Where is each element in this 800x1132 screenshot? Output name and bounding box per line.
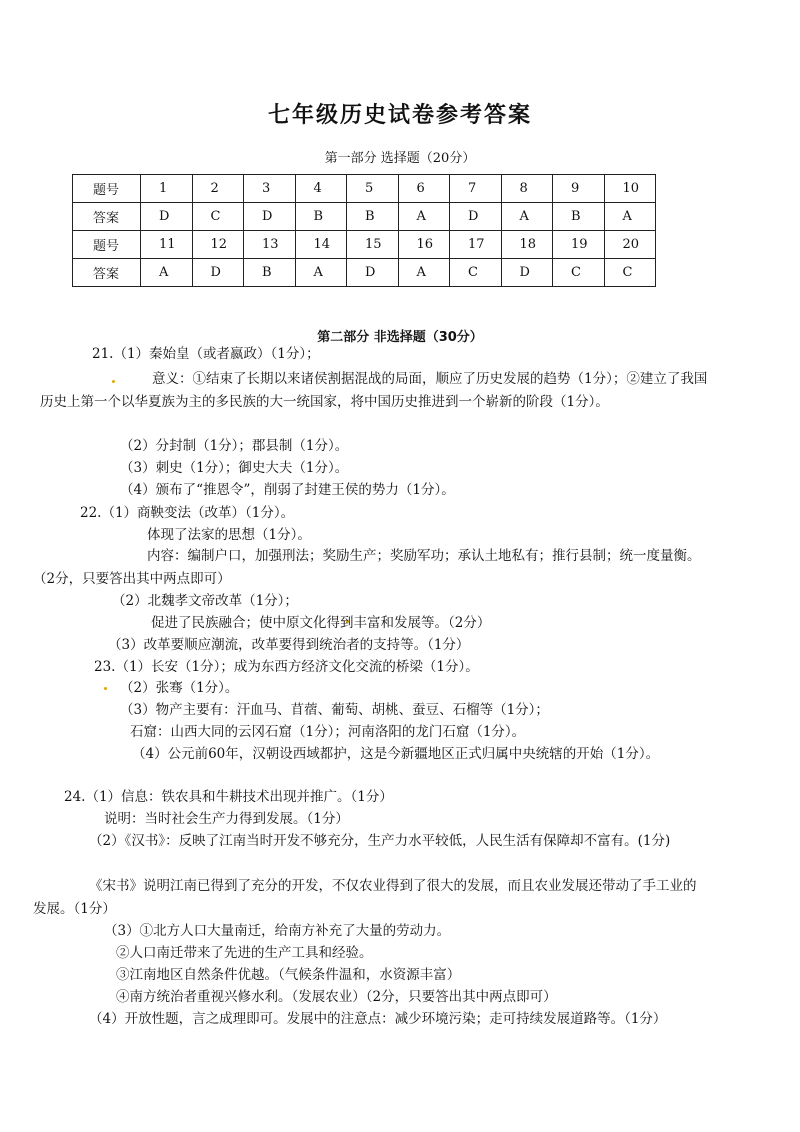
part2-heading: 第二部分 非选择题（30分）: [317, 330, 483, 345]
answer-line: ④南方统治者重视兴修水利。（发展农业）（2分，只要答出其中两点即可）: [116, 989, 557, 1005]
table-cell: A: [398, 259, 450, 287]
table-cell: 14: [295, 231, 347, 259]
table-cell: 12: [192, 231, 244, 259]
answer-line: 22.（1）商鞅变法（改革）（1分）。: [80, 505, 295, 521]
table-cell: 9: [553, 175, 605, 203]
table-cell: C: [450, 259, 502, 287]
table-cell: 16: [398, 231, 450, 259]
table-cell: 2: [192, 175, 244, 203]
table-cell: D: [501, 259, 553, 287]
answer-line: ③江南地区自然条件优越。（气候条件温和，水资源丰富）: [116, 967, 461, 983]
table-cell: D: [141, 203, 193, 231]
row-header-answer: 答案: [73, 259, 141, 287]
answer-line: ②人口南迁带来了先进的生产工具和经验。: [116, 945, 373, 961]
table-cell: C: [604, 259, 656, 287]
answer-line: 23.（1）长安（1分）；成为东西方经济文化交流的桥梁（1分）。: [94, 659, 479, 675]
table-cell: 1: [141, 175, 193, 203]
answer-paragraph: （2）《汉书》：反映了江南当时开发不够充分，生产力水平较低，人民生活有保障却不富有。(1分): [89, 833, 671, 849]
table-cell: D: [347, 259, 399, 287]
answer-paragraph: 内容：编制户口，加强刑法；奖励生产；奖励军功；承认土地私有；推行县制；统一度量衡。（2分，只要答出其中两点即可）: [33, 548, 701, 587]
table-row: [73, 203, 656, 231]
answer-line: （3）物产主要有：汗血马、苜蓿、葡萄、胡桃、蚕豆、石榴等（1分）；: [120, 702, 549, 718]
table-cell: 10: [604, 175, 656, 203]
table-cell: B: [244, 259, 296, 287]
table-cell: A: [141, 259, 193, 287]
answer-line: （3）改革要顺应潮流，改革要得到统治者的支持等。（1分）: [108, 637, 470, 653]
answer-line: 21.（1）秦始皇（或者嬴政）（1分）；: [92, 346, 320, 362]
table-row: [73, 259, 656, 287]
answer-line: 体现了法家的思想（1分）。: [147, 527, 311, 543]
table-cell: 5: [347, 175, 399, 203]
table-cell: 11: [141, 231, 193, 259]
table-cell: 6: [398, 175, 450, 203]
answer-line: （3）刺史（1分）；御史大夫（1分）。: [120, 460, 349, 476]
table-cell: 7: [450, 175, 502, 203]
table-cell: A: [604, 203, 656, 231]
table-row: [73, 231, 656, 259]
answer-line: 说明：当时社会生产力得到发展。（1分）: [104, 811, 349, 827]
table-cell: B: [347, 203, 399, 231]
part1-heading: 第一部分 选择题（20分）: [324, 151, 476, 166]
answer-line: （2）分封制（1分）；郡县制（1分）。: [120, 438, 349, 454]
answer-table: [72, 174, 656, 287]
table-cell: C: [553, 259, 605, 287]
table-cell: 4: [295, 175, 347, 203]
table-cell: 3: [244, 175, 296, 203]
row-header-answer: 答案: [73, 203, 141, 231]
table-cell: 17: [450, 231, 502, 259]
table-cell: 15: [347, 231, 399, 259]
answer-line: （2）张骞（1分）。: [120, 680, 239, 696]
answer-line: 24.（1）信息：铁农具和牛耕技术出现并推广。（1分）: [64, 789, 393, 805]
table-cell: D: [450, 203, 502, 231]
table-cell: 18: [501, 231, 553, 259]
answer-paragraph: 《宋书》说明江南已得到了充分的开发，不仅农业得到了很大的发展，而且农业发展还带动了手工业的发展。（1分）: [33, 878, 697, 917]
table-cell: D: [192, 259, 244, 287]
table-cell: 19: [553, 231, 605, 259]
answer-paragraph: （4）开放性题，言之成理即可。发展中的注意点：减少环境污染；走可持续发展道路等。（1分）: [89, 1011, 667, 1027]
table-cell: 13: [244, 231, 296, 259]
table-cell: 20: [604, 231, 656, 259]
table-cell: B: [553, 203, 605, 231]
table-row: [73, 175, 656, 203]
table-cell: A: [295, 259, 347, 287]
table-cell: B: [295, 203, 347, 231]
answer-line: （4）颁布了“推恩令”，削弱了封建王侯的势力（1分）。: [120, 482, 455, 498]
answer-line: 石窟：山西大同的云冈石窟（1分）；河南洛阳的龙门石窟（1分）。: [130, 724, 526, 740]
answer-line: （3）①北方人口大量南迁，给南方补充了大量的劳动力。: [104, 923, 451, 939]
row-header-question: 题号: [73, 175, 141, 203]
table-cell: A: [501, 203, 553, 231]
ink-speck: [104, 687, 107, 690]
answer-paragraph: 意义：①结束了长期以来诸侯割据混战的局面，顺应了历史发展的趋势（1分）；②建立了我国历史上第一个以华夏族为主的多民族的大一统国家，将中国历史推进到一个崭新的阶段（1分）。: [40, 371, 708, 410]
answer-line: 促进了民族融合；使中原文化得到丰富和发展等。（2分）: [151, 615, 491, 631]
page-title: 七年级历史试卷参考答案: [267, 103, 532, 128]
table-cell: 8: [501, 175, 553, 203]
row-header-question: 题号: [73, 231, 141, 259]
table-cell: D: [244, 203, 296, 231]
table-cell: C: [192, 203, 244, 231]
answer-paragraph: （4）公元前60年，汉朝设西域都护，这是今新疆地区正式归属中央统辖的开始（1分）。: [132, 746, 660, 762]
answer-line: （2）北魏孝文帝改革（1分）；: [112, 593, 298, 609]
table-cell: A: [398, 203, 450, 231]
